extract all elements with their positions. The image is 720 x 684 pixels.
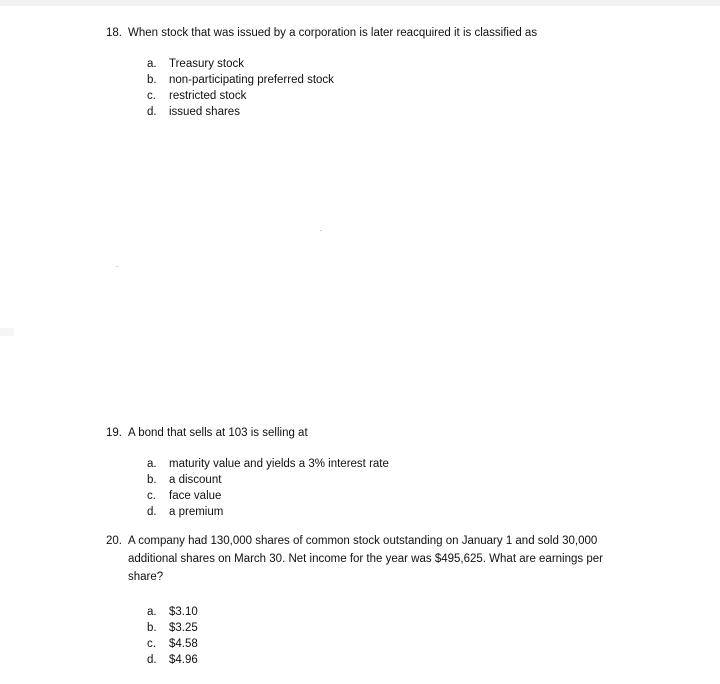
option-letter: b.: [147, 622, 157, 634]
option-letter: d.: [147, 654, 157, 666]
option-letter: a.: [147, 58, 157, 70]
option-text: $3.25: [169, 622, 198, 634]
question-text: A company had 130,000 shares of common stock outstanding on January 1 and sold 30,000 additional shares on March 30. Net income for the year was $495,625. What are earnings per share?: [128, 535, 603, 583]
option-letter: c.: [147, 90, 156, 102]
option-letter: a.: [147, 458, 157, 470]
answer-option-c: [147, 636, 626, 652]
option-text: $3.10: [169, 606, 198, 618]
answer-option-b: [147, 620, 626, 636]
answer-option-d: [147, 504, 626, 520]
option-text: issued shares: [169, 106, 240, 118]
scan-speck: [116, 266, 118, 267]
answer-option-b: [147, 472, 626, 488]
question-20: [106, 532, 626, 668]
question-number: 19.: [106, 427, 122, 439]
answer-options: [106, 56, 626, 120]
option-text: maturity value and yields a 3% interest rate: [169, 458, 389, 470]
scan-edge-mark: [0, 328, 14, 336]
question-stem: [106, 24, 626, 42]
answer-option-a: [147, 56, 626, 72]
option-letter: b.: [147, 74, 157, 86]
answer-option-a: [147, 456, 626, 472]
question-text: When stock that was issued by a corporation is later reacquired it is classified as: [128, 27, 538, 39]
option-text: a discount: [169, 474, 222, 486]
option-text: face value: [169, 490, 222, 502]
question-number: 18.: [106, 27, 122, 39]
option-text: Treasury stock: [169, 58, 244, 70]
answer-option-a: [147, 604, 626, 620]
option-letter: d.: [147, 506, 157, 518]
answer-option-c: [147, 488, 626, 504]
answer-options: [106, 456, 626, 520]
question-19: [106, 424, 626, 520]
answer-option-d: [147, 652, 626, 668]
question-number: 20.: [106, 535, 122, 547]
option-text: $4.58: [169, 638, 198, 650]
answer-option-c: [147, 88, 626, 104]
answer-option-d: [147, 104, 626, 120]
answer-option-b: [147, 72, 626, 88]
option-letter: d.: [147, 106, 157, 118]
question-stem: [106, 532, 626, 586]
question-stem: [106, 424, 626, 442]
option-text: a premium: [169, 506, 224, 518]
answer-options: [106, 604, 626, 668]
question-text: A bond that sells at 103 is selling at: [128, 427, 308, 439]
scan-speck: [320, 230, 322, 231]
page-top-edge: [0, 0, 720, 6]
option-text: restricted stock: [169, 90, 247, 102]
option-text: $4.96: [169, 654, 198, 666]
option-letter: a.: [147, 606, 157, 618]
option-letter: b.: [147, 474, 157, 486]
question-18: [106, 24, 626, 120]
option-letter: c.: [147, 490, 156, 502]
option-letter: c.: [147, 638, 156, 650]
option-text: non-participating preferred stock: [169, 74, 334, 86]
